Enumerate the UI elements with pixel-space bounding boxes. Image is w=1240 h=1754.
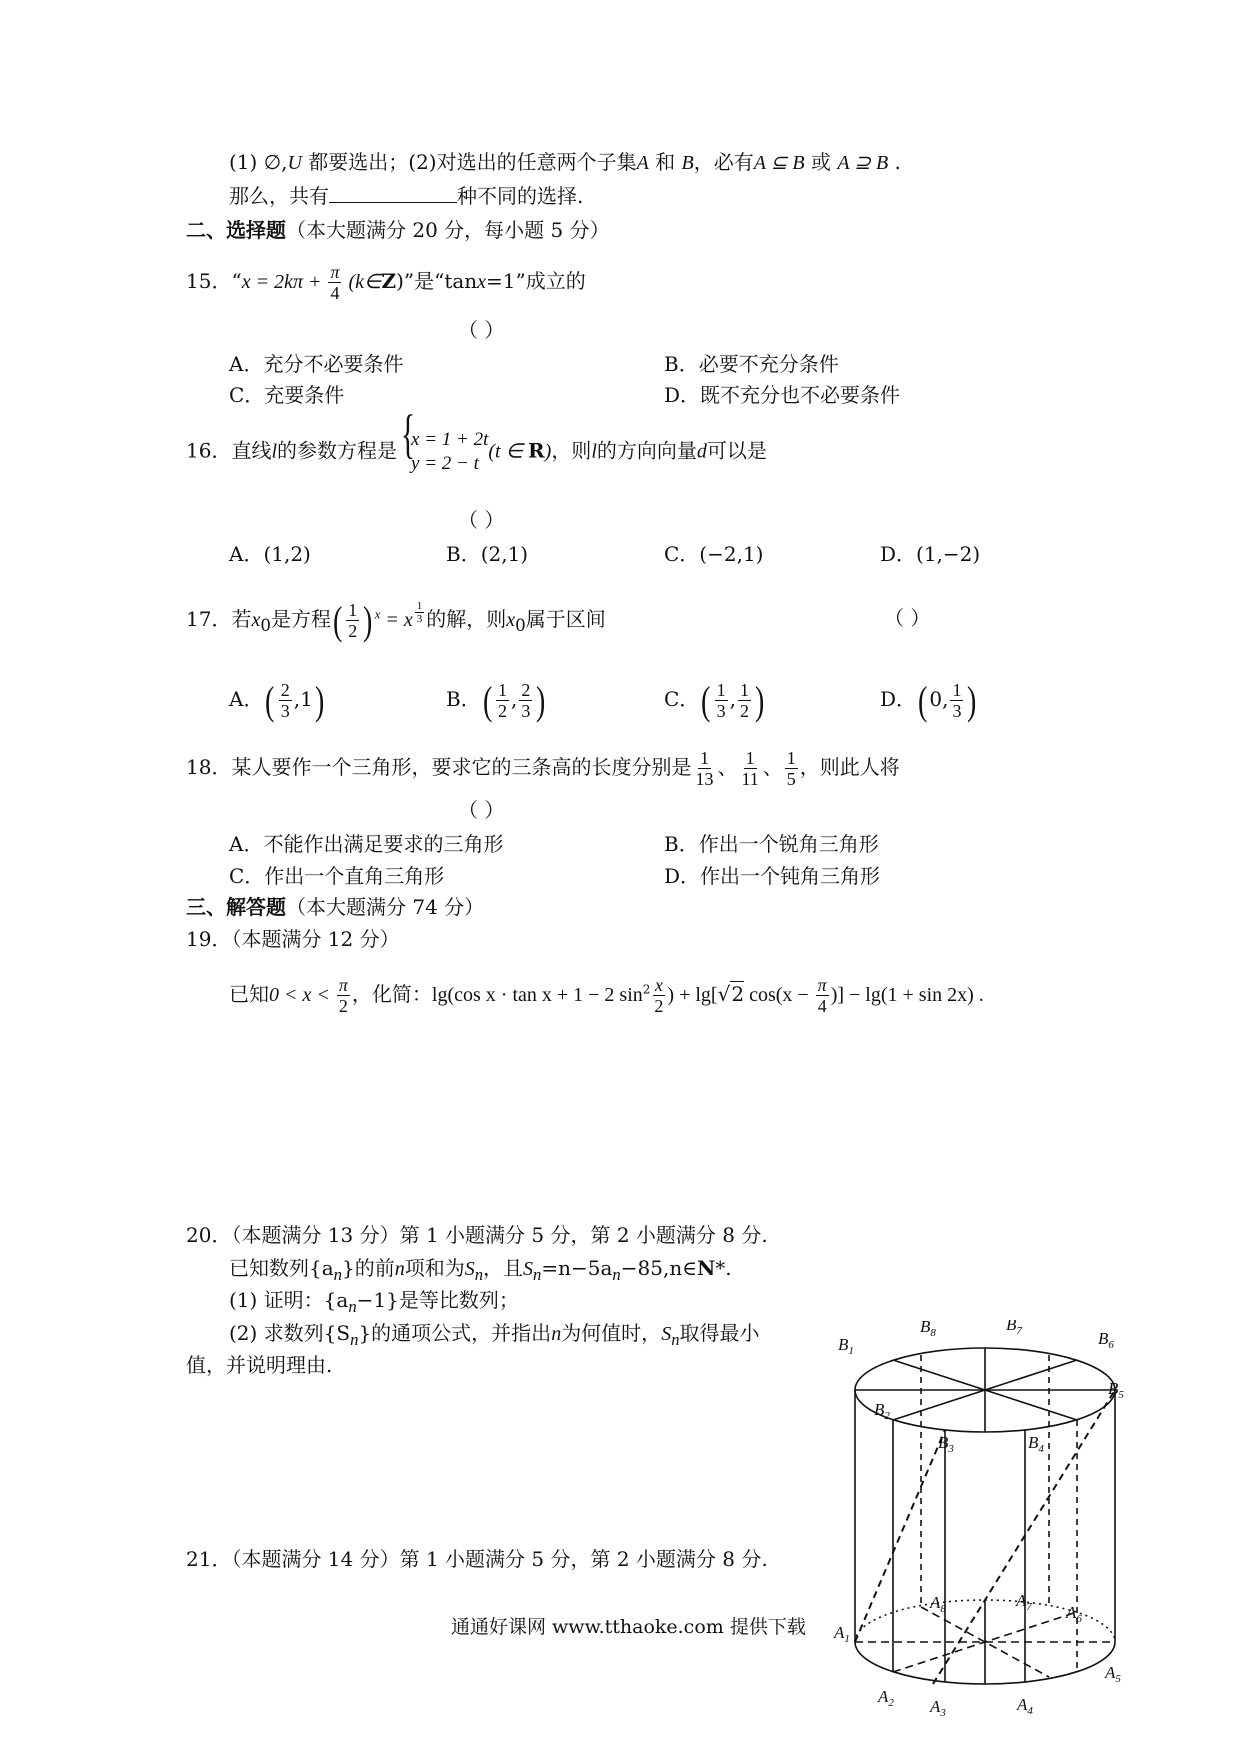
label-a6: $A_6$ (1066, 1603, 1082, 1625)
q15-option-b: B．必要不充分条件 (664, 352, 839, 376)
footer-source: 通通好课网 www.tthaoke.com 提供下载 (451, 1616, 806, 1638)
label-a1: $A_1$ (834, 1623, 850, 1645)
q20-line3: (2) 求数列$\{S_n\}$的通项公式，并指出n为何值时，$S_n$取得最小 (229, 1321, 760, 1349)
label-b1: $B_1$ (838, 1335, 854, 1357)
fraction: $\frac{\pi}{4}$ (330, 262, 340, 303)
label-b8: $B_8$ (920, 1320, 936, 1339)
q17-stem: 17．若$x_0$是方程( $\frac{1}{2}$ ) $^x$ = x $\frac{1}{3}$ 的解，则$x_0$属于区间 (186, 597, 606, 643)
q17-option-c: C．( $\frac{1}{3}$ , $\frac{1}{2}$ ) (664, 677, 765, 723)
q15-option-a: A．充分不必要条件 (229, 352, 404, 376)
q16-option-b: B．(2,1) (446, 542, 529, 566)
q17-answer-paren: （ ） (884, 606, 931, 630)
label-b2: $B_2$ (874, 1400, 890, 1422)
label-a3: $A_3$ (930, 1697, 946, 1719)
section3-heading: 三、解答题（本大题满分 74 分） (186, 895, 485, 919)
q18-option-a: A．不能作出满足要求的三角形 (229, 832, 504, 856)
q20-line2: (1) 证明：$\{a_n-1\}$是等比数列； (229, 1288, 519, 1316)
q18-option-c: C．作出一个直角三角形 (229, 864, 445, 888)
answer-blank (329, 182, 457, 203)
q17-option-a: A．( $\frac{2}{3}$ ,1) (229, 677, 325, 723)
label-b4: $B_4$ (1028, 1433, 1044, 1455)
q18-answer-paren: （ ） (458, 798, 505, 822)
q17-option-b: B．( $\frac{1}{2}$ , $\frac{2}{3}$ ) (446, 677, 546, 723)
section2-heading: 二、选择题（本大题满分 20 分，每小题 5 分） (186, 218, 610, 242)
label-b6: $B_6$ (1098, 1329, 1114, 1351)
label-b3: $B_3$ (938, 1433, 954, 1455)
q19-body: 已知0 < x < $\frac{\pi}{2}$ ，化简：lg(cos x · tan x + 1 − 2 $\sin^2$ $\frac{x}{2}$ ) + lg[√2 cos(x − $\frac{\pi}{4}$ )] − lg(1 + sin 2x) . (229, 975, 984, 1016)
q18-option-d: D．作出一个钝角三角形 (664, 864, 881, 888)
q14-line1: (1) ∅,U 都要选出；(2)对选出的任意两个子集A 和 B，必有A ⊆ B 或 A ⊇ B . (229, 150, 901, 174)
label-a8: $A_8$ (930, 1593, 946, 1615)
q18-stem: 18．某人要作一个三角形，要求它的三条高的长度分别是 $\frac{1}{13}$ 、 $\frac{1}{11}$ 、 $\frac{1}{5}$ ，则此人将 (186, 748, 900, 789)
q20-line4: 值，并说明理由. (186, 1353, 333, 1377)
fraction: $\frac{1}{2}$ (348, 600, 358, 641)
q16-option-a: A．(1,2) (229, 542, 311, 566)
q20-line1: 已知数列$\{a_n\}$的前n项和为$S_n$，且$S_n=n-5a_n-85,n\in N*$. (229, 1256, 732, 1284)
q15-option-c: C．充要条件 (229, 383, 345, 407)
label-b7: $B_7$ (1006, 1320, 1022, 1337)
label-a7: $A_7$ (1016, 1591, 1032, 1613)
exponent-fraction: $\frac{1}{3}$ (416, 600, 423, 625)
q16-option-c: C．(−2,1) (664, 542, 764, 566)
q16-answer-paren: （ ） (458, 508, 505, 532)
label-a5: $A_5$ (1105, 1663, 1121, 1685)
q19-heading: 19．（本题满分 12 分） (186, 927, 400, 951)
q16-stem: 16．直线l的参数方程是{ x = 1 + 2t y = 2 − t(t ∈ R)，则l的方向向量d可以是 (186, 428, 767, 476)
q15-answer-paren: （ ） (458, 318, 505, 342)
label-b5: $B_5$ (1108, 1379, 1124, 1401)
q15-option-d: D．既不充分也不必要条件 (664, 383, 901, 407)
q20-heading: 20．（本题满分 13 分）第 1 小题满分 5 分，第 2 小题满分 8 分. (186, 1223, 768, 1247)
equation-system: { x = 1 + 2t y = 2 − t (397, 428, 488, 476)
q14-line2: 那么，共有 种不同的选择. (229, 184, 584, 208)
q21-heading: 21．（本题满分 14 分）第 1 小题满分 5 分，第 2 小题满分 8 分. (186, 1547, 768, 1571)
q16-option-d: D．(1,−2) (880, 542, 981, 566)
cylinder-figure (830, 1320, 1130, 1740)
label-a4: $A_4$ (1017, 1695, 1033, 1717)
q18-option-b: B．作出一个锐角三角形 (664, 832, 879, 856)
q15-stem: 15．“x = 2kπ + $\frac{\pi}{4}$ (k∈Z)”是“tanx=1”成立的 (186, 262, 586, 303)
q17-option-d: D．(0, $\frac{1}{3}$ ) (880, 677, 977, 723)
label-a2: $A_2$ (878, 1687, 894, 1709)
